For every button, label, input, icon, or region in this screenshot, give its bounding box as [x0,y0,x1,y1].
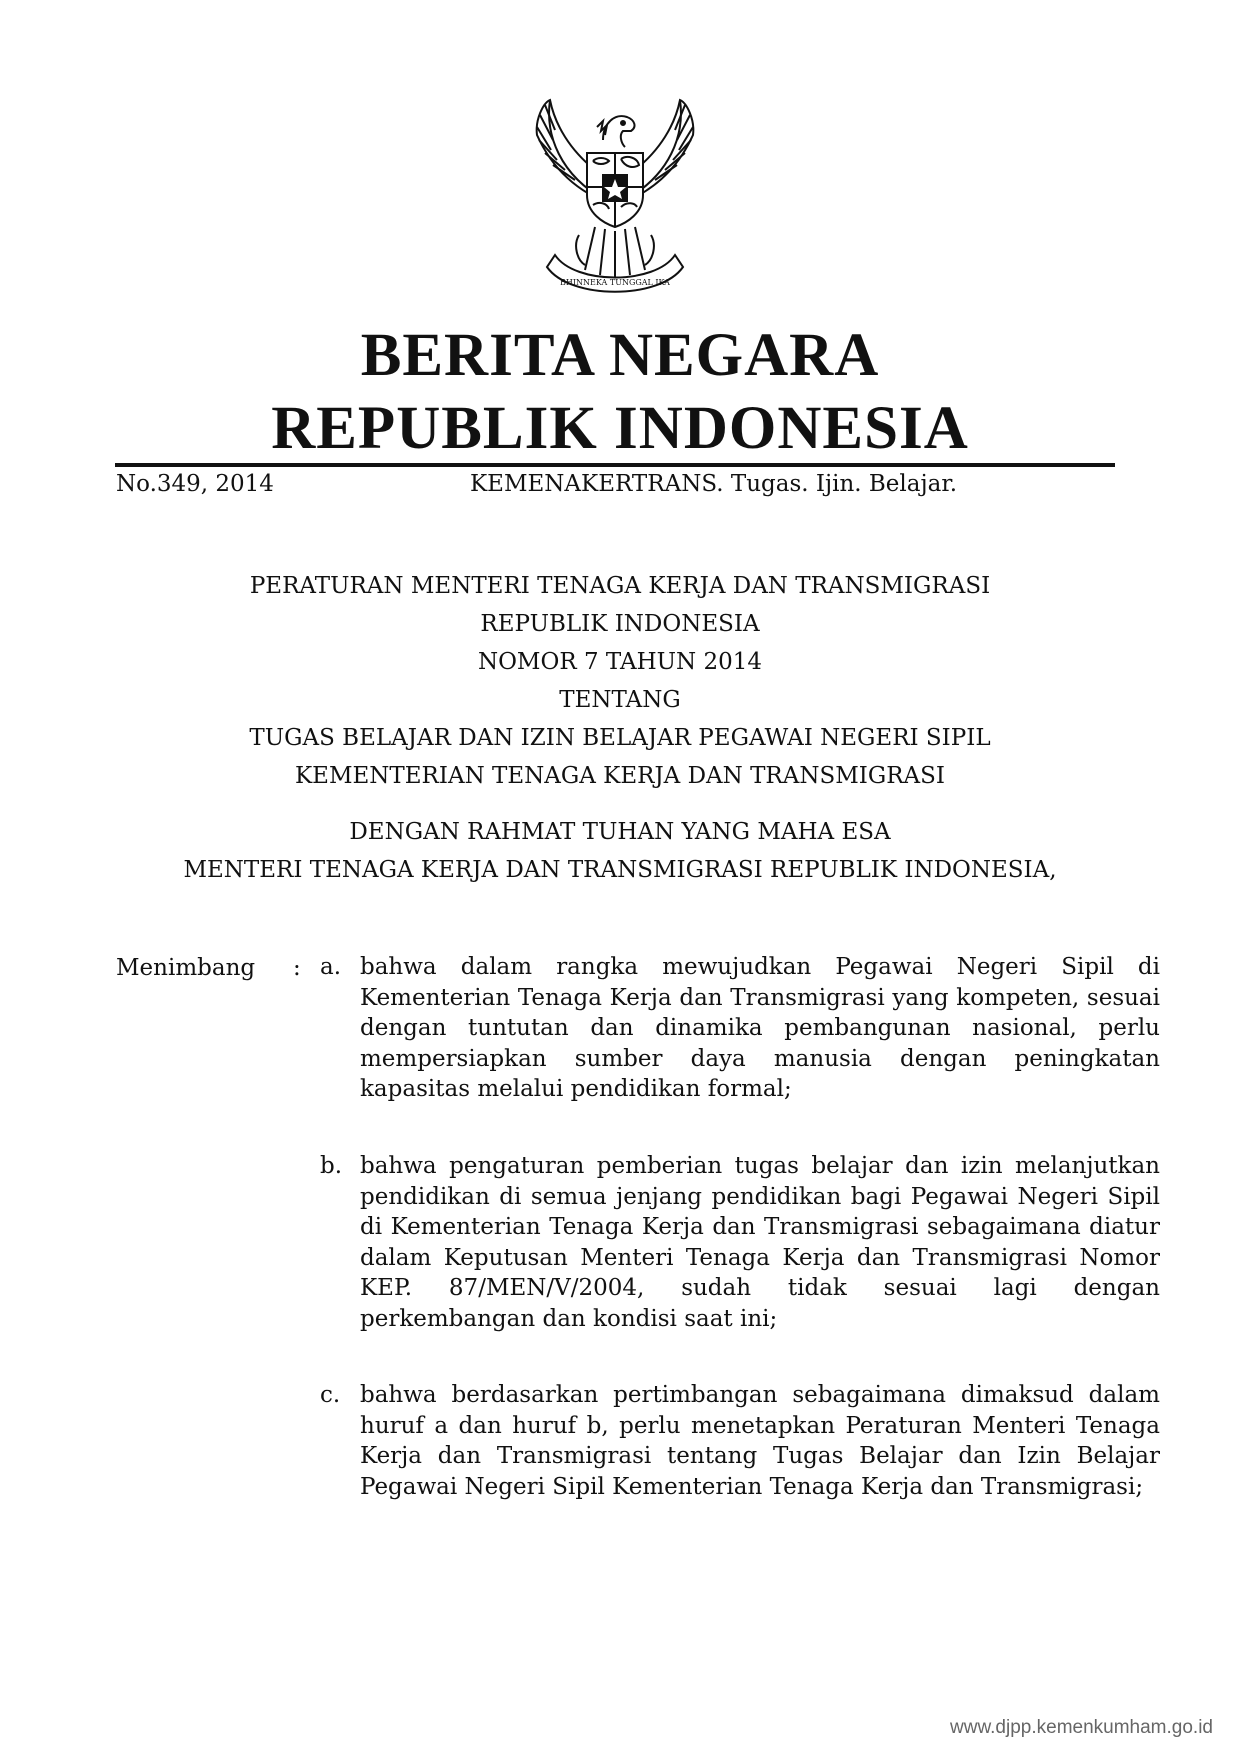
issue-subject: KEMENAKERTRANS. Tugas. Ijin. Belajar. [470,471,958,497]
masthead-divider [115,463,1115,467]
considering-label: Menimbang [116,955,256,981]
title-line: PERATURAN MENTERI TENAGA KERJA DAN TRANSMIGRASI [249,573,991,599]
title-line: TENTANG [559,687,681,713]
considering-item [320,952,1160,1105]
item-text: bahwa pengaturan pemberian tugas belajar dan izin melanjutkan pendidikan di semua jenjang pendidikan bagi Pegawai Negeri Sipil di Kementerian Tenaga Kerja dan Transmigrasi sebagaimana diatur dalam Keputusan Menteri Tenaga Kerja dan Transmigrasi Nomor KEP. 87/MEN/V/2004, sudah tidak sesuai lagi dengan perkembangan dan kondisi saat ini; [360,1153,1160,1332]
issue-number: No.349, 2014 [116,471,274,497]
considering-item [320,1151,1160,1334]
item-letter: b. [320,1153,343,1179]
title-line: TUGAS BELAJAR DAN IZIN BELAJAR PEGAWAI NEGERI SIPIL [249,725,991,751]
considering-item [320,1380,1160,1502]
opening-line: MENTERI TENAGA KERJA DAN TRANSMIGRASI REPUBLIK INDONESIA, [183,857,1057,883]
item-text: bahwa dalam rangka mewujudkan Pegawai Negeri Sipil di Kementerian Tenaga Kerja dan Transmigrasi yang kompeten, sesuai dengan tuntutan dan dinamika pembangunan nasional, perlu mempersiapkan sumber daya manusia dengan peningkatan kapasitas melalui pendidikan formal; [360,954,1160,1102]
emblem-motto: BHINNEKA TUNGGAL IKA [560,278,670,287]
item-text: bahwa berdasarkan pertimbangan sebagaimana dimaksud dalam huruf a dan huruf b, perlu menetapkan Peraturan Menteri Tenaga Kerja dan Transmigrasi tentang Tugas Belajar dan Izin Belajar Pegawai Negeri Sipil Kementerian Tenaga Kerja dan Transmigrasi; [360,1382,1160,1500]
regulation-title-block [100,567,1140,795]
masthead-title-line2: REPUBLIK INDONESIA [271,395,969,462]
opening-block [100,813,1140,889]
opening-line: DENGAN RAHMAT TUHAN YANG MAHA ESA [349,819,891,845]
item-letter: c. [320,1382,341,1408]
title-line: REPUBLIK INDONESIA [480,611,760,637]
title-line: NOMOR 7 TAHUN 2014 [477,649,763,675]
footer-url: www.djpp.kemenkumham.go.id [950,1717,1213,1738]
considering-colon: : [293,955,301,981]
garuda-emblem-icon [515,95,715,305]
masthead-title-line1: BERITA NEGARA [360,322,880,389]
item-letter: a. [320,954,342,980]
title-line: KEMENTERIAN TENAGA KERJA DAN TRANSMIGRASI [294,763,946,789]
